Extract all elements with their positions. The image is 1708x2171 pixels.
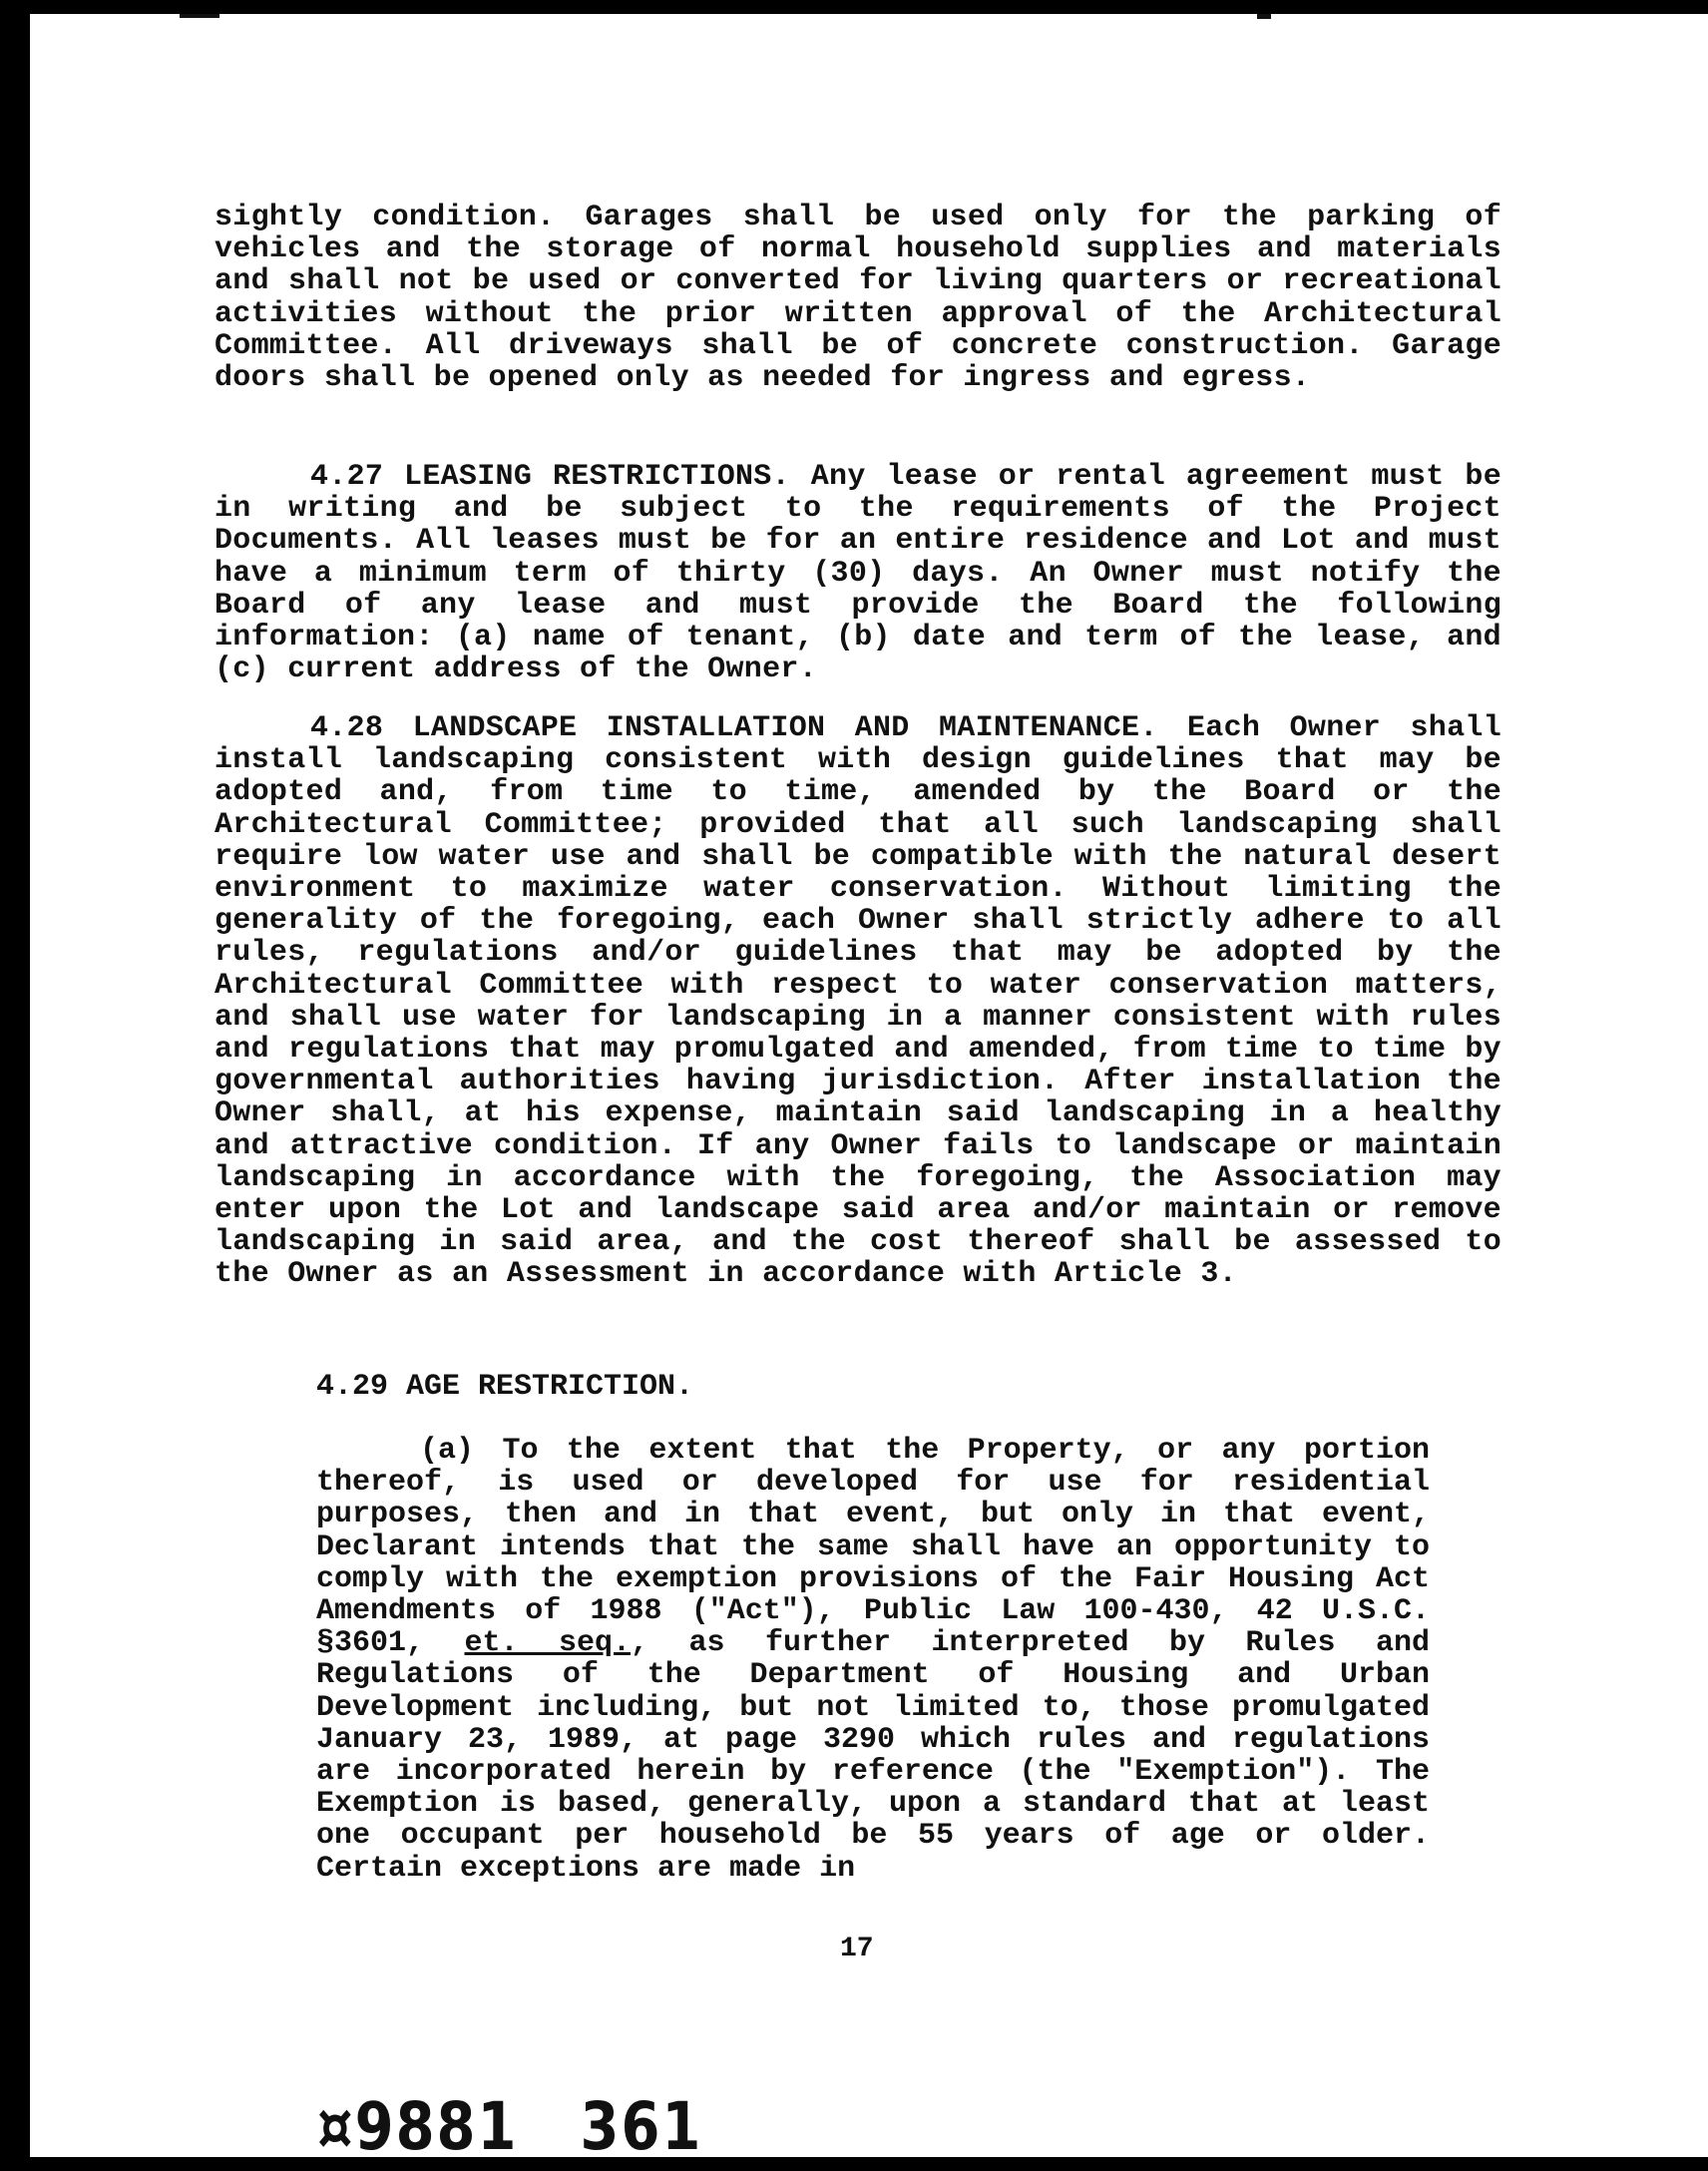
section-4-29-a-text-end: , as further interpreted by Rules and Regulations of the Department of Housing and Urban Development including, but not limited to, those promulgated January 23, 1989, at page 3290 which rules and regulations are incorporated herein by reference (the "Exemption"). The Exemption is based, generally, upon a standard that at least one occupant per household be 55 years of age or older. Certain exceptions are made in	[316, 1626, 1430, 1886]
section-4-29-heading: 4.29 AGE RESTRICTION.	[316, 1370, 694, 1404]
stamp-page-number: 361	[580, 2089, 703, 2166]
scan-artifact	[180, 14, 219, 18]
section-4-28-landscape: 4.28 LANDSCAPE INSTALLATION AND MAINTENANCE. Each Owner shall install landscaping consistent with design guidelines that may be adopted and, from time to time, amended by the Board or the Architectural Committee; provided that all such landscaping shall require low water use and shall be compatible with the natural desert environment to maximize water conservation. Without limiting the generality of the foregoing, each Owner shall strictly adhere to all rules, regulations and/or guidelines that may be adopted by the Architectural Committee with respect to water conservation matters, and shall use water for landscaping in a manner consistent with rules and regulations that may promulgated and amended, from time to time by governmental authorities having jurisdiction. After installation the Owner shall, at his expense, maintain said landscaping in a healthy and attractive condition. If any Owner fails to landscape or maintain landscaping in accordance with the foregoing, the Association may enter upon the Lot and landscape said area and/or maintain or remove landscaping in said area, and the cost thereof shall be assessed to the Owner as an Assessment in accordance with Article 3.	[214, 711, 1501, 1292]
et-seq-underlined: et. seq.	[464, 1626, 632, 1661]
scan-artifact	[1257, 14, 1271, 19]
document-page	[30, 14, 1708, 2166]
section-4-29-a-paragraph	[316, 1435, 1430, 1885]
paragraph-garages: sightly condition. Garages shall be used only for the parking of vehicles and the storage of normal household supplies and materials and shall not be used or converted for living quarters or recreational activities without the prior written approval of the Architectural Committee. All driveways shall be of concrete construction. Garage doors shall be opened only as needed for ingress and egress.	[214, 201, 1501, 396]
recording-stamp	[317, 2089, 702, 2166]
page-number: 17	[840, 1934, 874, 1964]
section-4-29-a-text-start: (a) To the extent that the Property, or any portion thereof, is used or developed for use for residential purposes, then and in that event, but only in that event, Declarant intends that the same shall have an opportunity to comply with the exemption provisions of the Fair Housing Act Amendments of 1988 ("Act"), Public Law 100-430, 42 U.S.C. §3601,	[316, 1434, 1430, 1661]
stamp-book-number: ¤9881	[317, 2089, 519, 2166]
section-4-27-leasing-restrictions: 4.27 LEASING RESTRICTIONS. Any lease or rental agreement must be in writing and be subject to the requirements of the Project Documents. All leases must be for an entire residence and Lot and must have a minimum term of thirty (30) days. An Owner must notify the Board of any lease and must provide the Board the following information: (a) name of tenant, (b) date and term of the lease, and (c) current address of the Owner.	[214, 460, 1501, 687]
